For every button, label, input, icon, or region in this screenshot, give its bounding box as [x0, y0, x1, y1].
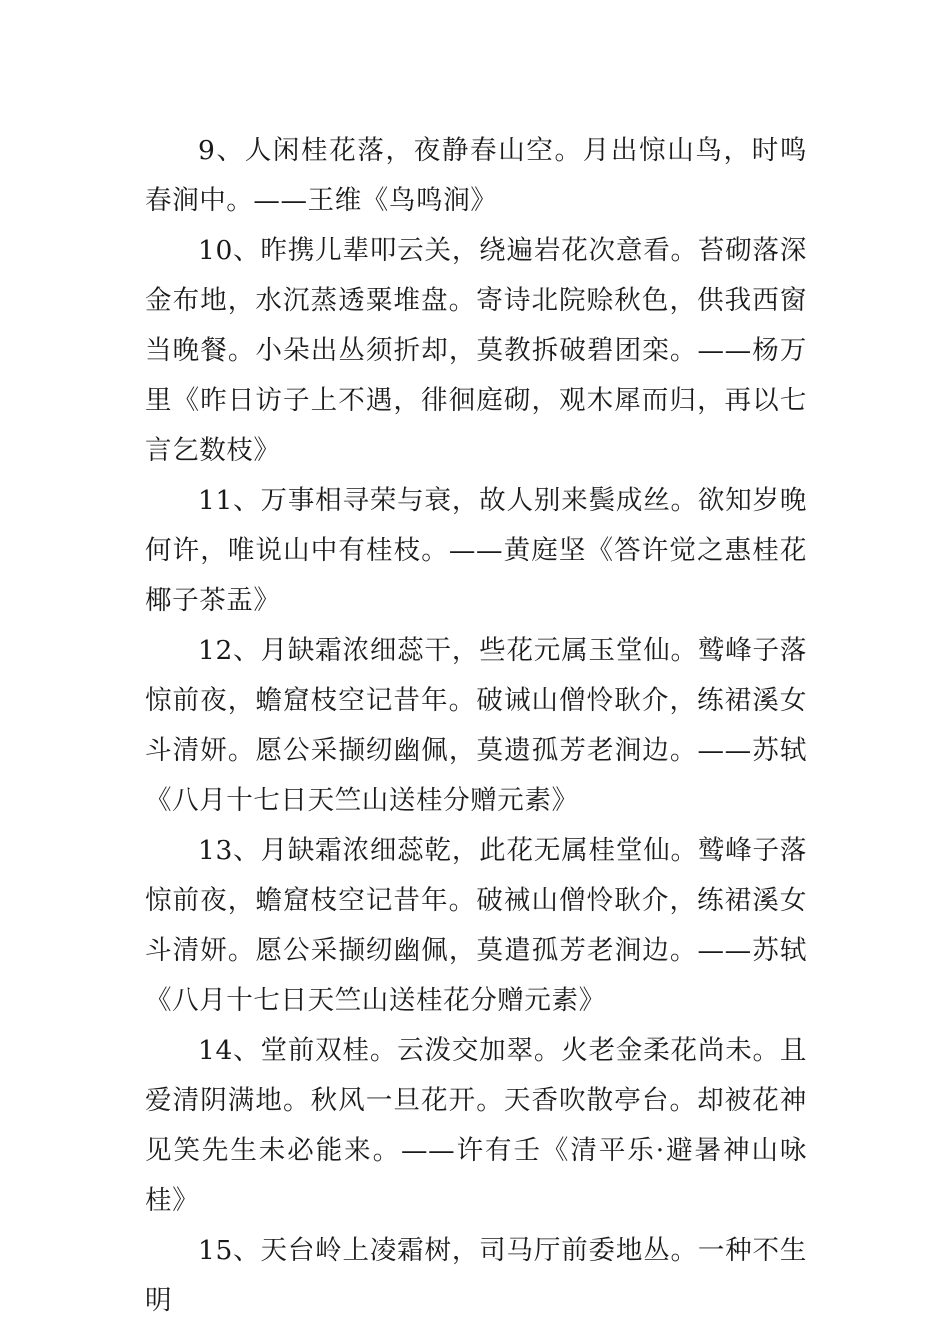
- poem-entry-12: 12、月缺霜浓细蕊干，些花元属玉堂仙。鹫峰子落惊前夜，蟾窟枝空记昔年。破诫山僧怜耿介，练裙溪女斗清妍。愿公采撷纫幽佩，莫遗孤芳老涧边。——苏轼《八月十七日天竺山送桂分赠元素》: [145, 635, 807, 816]
- poem-list: [145, 126, 807, 1326]
- poem-entry-9: 9、人闲桂花落，夜静春山空。月出惊山鸟，时鸣春涧中。——王维《鸟鸣涧》: [145, 135, 807, 216]
- poem-entry-10: 10、昨携儿辈叩云关，绕遍岩花次意看。苔砌落深金布地，水沉蒸透粟堆盘。寄诗北院赊秋色，供我西窗当晚餐。小朵出丛须折却，莫教拆破碧团栾。——杨万里《昨日访子上不遇，徘徊庭砌，观木犀而归，再以七言乞数枝》: [145, 235, 807, 466]
- poem-entry-14: 14、堂前双桂。云泼交加翠。火老金柔花尚未。且爱清阴满地。秋风一旦花开。天香吹散亭台。却被花神见笑先生未必能来。——许有壬《清平乐·避暑神山咏桂》: [145, 1035, 807, 1216]
- poem-entry-15: 15、天台岭上凌霜树，司马厅前委地丛。一种不生明: [145, 1235, 807, 1316]
- poem-entry-11: 11、万事相寻荣与衰，故人别来鬓成丝。欲知岁晚何许，唯说山中有桂枝。——黄庭坚《答许觉之惠桂花椰子茶盂》: [145, 485, 807, 616]
- poem-entry-13: 13、月缺霜浓细蕊乾，此花无属桂堂仙。鹫峰子落惊前夜，蟾窟枝空记昔年。破祴山僧怜耿介，练裙溪女斗清妍。愿公采撷纫幽佩，莫遣孤芳老涧边。——苏轼《八月十七日天竺山送桂花分赠元素》: [145, 835, 807, 1016]
